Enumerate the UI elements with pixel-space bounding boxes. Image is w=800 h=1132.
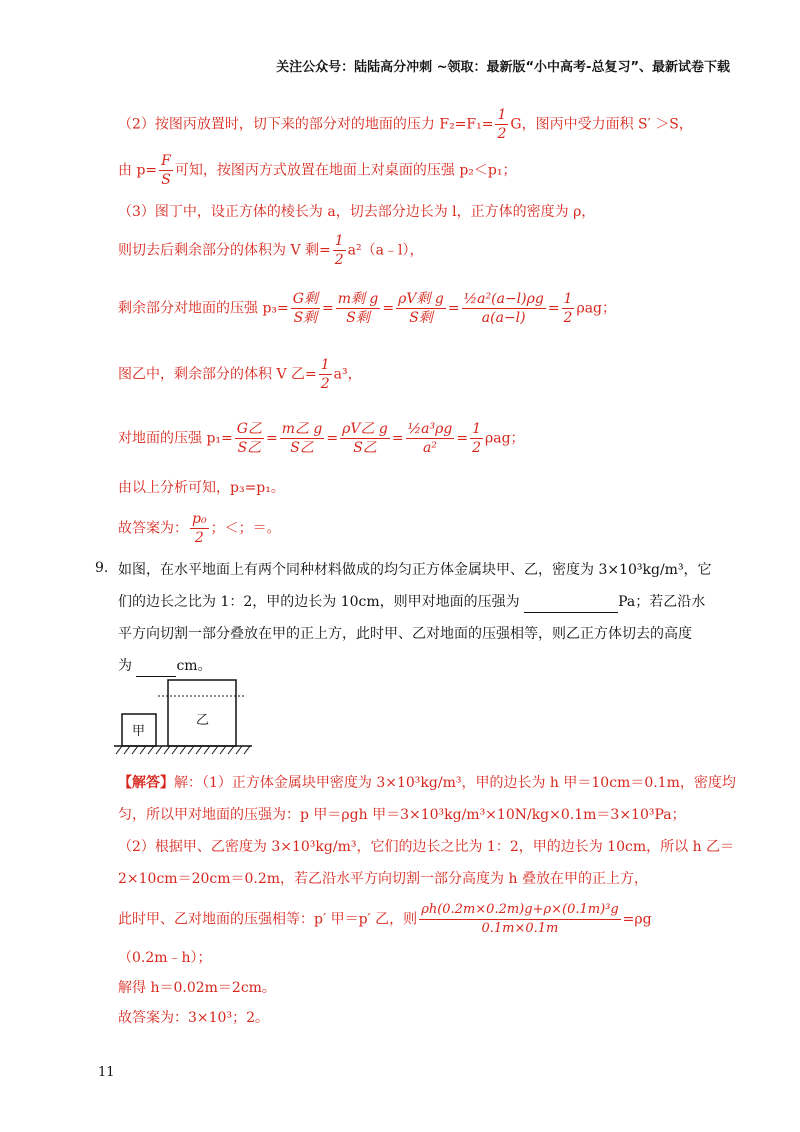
numerator: 1 — [563, 291, 573, 307]
numerator: ρV乙 g — [342, 421, 388, 437]
text: a²（a﹣l）， — [347, 242, 424, 259]
equals: = — [547, 300, 560, 317]
text: （2）按图丙放置时，切下来的部分对的地面的压力 F₂=F₁= — [118, 116, 494, 133]
numerator: 1 — [497, 107, 507, 123]
fraction — [495, 106, 508, 143]
solution-line-2 — [118, 152, 516, 189]
text: 们的边长之比为 1：2，甲的边长为 10cm，则甲对地面的压强为 — [118, 594, 520, 610]
answer-tag: 【解答】 — [118, 775, 174, 791]
denominator: a(a−l) — [481, 310, 526, 326]
answer-line-5 — [118, 901, 652, 938]
fraction — [291, 290, 320, 327]
solution-line-4 — [118, 232, 423, 269]
fraction — [396, 290, 446, 327]
text: ；＜；＝。 — [210, 520, 281, 537]
denominator: S乙 — [290, 440, 314, 456]
numerator: m乙 g — [281, 421, 323, 437]
solution-line-9 — [118, 510, 281, 547]
label-jia: 甲 — [132, 724, 146, 739]
text: ρag； — [485, 430, 525, 447]
fraction — [336, 290, 381, 327]
page-header: 关注公众号：陆陆高分冲刺 ~领取：最新版“小中高考-总复习”、最新试卷下载 — [276, 60, 730, 75]
numerator: ½a³ρg — [407, 421, 453, 437]
question-number: 9. — [95, 560, 109, 576]
text: ρag； — [576, 300, 617, 317]
answer-line-1 — [118, 773, 736, 793]
text: 图乙中，剩余部分的体积 V 乙= — [118, 366, 317, 383]
text: Pa；若乙沿水 — [618, 594, 706, 610]
text: =ρg — [622, 911, 652, 928]
numerator: G剩 — [292, 291, 318, 307]
denominator: 2 — [497, 126, 507, 142]
text: G，图丙中受力面积 S′ ＞S， — [510, 116, 693, 133]
answer-line-8: 故答案为：3×10³；2。 — [118, 1010, 269, 1026]
text: 解：（1）正方体金属块甲密度为 3×10³kg/m³，甲的边长为 h 甲＝10cm＝0.1m，密度均 — [174, 775, 736, 791]
denominator: S乙 — [237, 440, 262, 456]
text: 可知，按图丙方式放置在地面上对桌面的压强 p₂＜p₁； — [174, 162, 517, 179]
fraction — [280, 420, 325, 457]
equals: = — [456, 430, 469, 447]
numerator: ρV剩 g — [398, 291, 444, 307]
fraction — [462, 290, 546, 327]
text: a³， — [333, 366, 362, 383]
fraction — [562, 290, 575, 327]
question-line-3: 平方向切割一部分叠放在甲的正上方，此时甲、乙对地面的压强相等，则乙正方体切去的高度 — [118, 626, 692, 642]
denominator: 2 — [320, 376, 330, 392]
text: 故答案为： — [118, 520, 188, 537]
answer-line-3: （2）根据甲、乙密度为 3×10³kg/m³，它们的边长之比为 1：2，甲的边长为 10cm，所以 h 乙＝ — [118, 839, 735, 855]
text: 由 p= — [118, 162, 158, 179]
fraction — [470, 420, 483, 457]
denominator: a² — [422, 440, 437, 456]
numerator: G乙 — [236, 421, 262, 437]
solution-line-1 — [118, 106, 693, 143]
denominator: 2 — [563, 310, 573, 326]
label-yi: 乙 — [196, 713, 210, 728]
equals: = — [326, 430, 339, 447]
block-figure — [110, 672, 260, 760]
numerator: ½a²(a−l)ρg — [463, 291, 544, 307]
equals: = — [265, 430, 278, 447]
answer-blank-1[interactable] — [524, 592, 618, 613]
equals: = — [391, 430, 404, 447]
text: 剩余部分对地面的压强 p₃= — [118, 300, 289, 317]
numerator: 1 — [320, 357, 330, 373]
ground-hatch — [116, 746, 250, 754]
equals: = — [447, 300, 460, 317]
answer-line-2: 匀，所以甲对地面的压强为：p 甲＝ρgh 甲＝3×10³kg/m³×10N/kg×0.1m＝3×10³Pa； — [118, 807, 686, 823]
denominator: 0.1m×0.1m — [481, 921, 559, 936]
numerator: p₀ — [192, 511, 207, 527]
numerator: 1 — [334, 233, 344, 249]
solution-line-7 — [118, 420, 525, 457]
fraction — [159, 152, 173, 189]
fraction — [419, 901, 620, 938]
text: 此时甲、乙对地面的压强相等：p′ 甲＝p′ 乙，则 — [118, 911, 418, 928]
denominator: S剩 — [346, 310, 370, 326]
fraction — [235, 420, 264, 457]
equals: = — [321, 300, 334, 317]
page-number: 11 — [98, 1065, 115, 1080]
fraction — [340, 420, 390, 457]
fraction — [190, 510, 209, 547]
text: 则切去后剩余部分的体积为 V 剩= — [118, 242, 331, 259]
text: 为 — [118, 658, 132, 674]
denominator: S剩 — [293, 310, 318, 326]
text: 对地面的压强 p₁= — [118, 430, 233, 447]
numerator: ρh(0.2m×0.2m)g+ρ×(0.1m)³g — [419, 901, 620, 920]
denominator: 2 — [334, 252, 344, 268]
numerator: m剩 g — [337, 291, 379, 307]
denominator: S剩 — [409, 310, 433, 326]
numerator: 1 — [472, 421, 481, 437]
solution-line-3: （3）图丁中，设正方体的棱长为 a，切去部分边长为 l，正方体的密度为 ρ， — [118, 204, 596, 220]
numerator: F — [161, 153, 171, 169]
equals: = — [382, 300, 395, 317]
denominator: S乙 — [353, 440, 377, 456]
solution-line-5 — [118, 290, 616, 327]
answer-line-7: 解得 h＝0.02m＝2cm。 — [118, 980, 276, 996]
text: cm。 — [176, 658, 212, 674]
solution-line-8: 由以上分析可知，p₃=p₁。 — [118, 480, 285, 496]
fraction — [406, 420, 455, 457]
denominator: 2 — [194, 530, 204, 546]
question-line-1: 如图，在水平地面上有两个同种材料做成的均匀正方体金属块甲、乙，密度为 3×10³kg/m³，它 — [118, 562, 712, 578]
denominator: 2 — [472, 440, 481, 456]
answer-line-4: 2×10cm＝20cm＝0.2m，若乙沿水平方向切割一部分高度为 h 叠放在甲的正上方， — [118, 871, 648, 887]
denominator: S — [161, 172, 171, 188]
answer-line-6: （0.2m﹣h）； — [118, 950, 212, 966]
fraction — [333, 232, 346, 269]
question-line-2 — [118, 592, 705, 613]
solution-line-6 — [118, 356, 362, 393]
fraction — [319, 356, 332, 393]
